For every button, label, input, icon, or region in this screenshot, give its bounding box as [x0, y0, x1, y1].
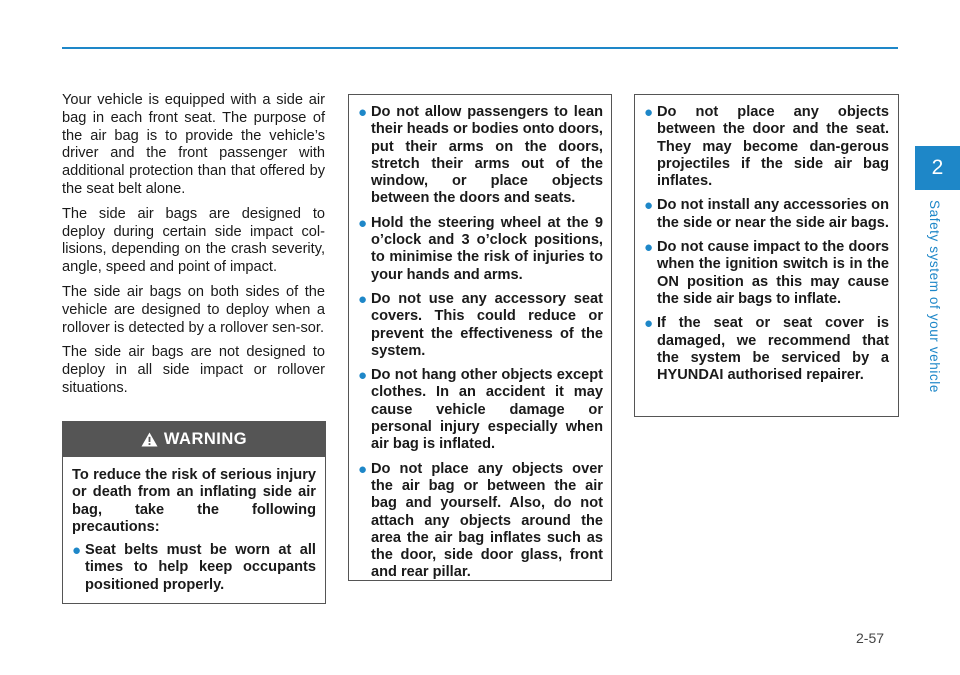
- bullet-icon: ●: [358, 460, 368, 478]
- intro-paragraph: The side air bags are not designed to deploy in all side impact or rollover situations.: [62, 344, 325, 396]
- list-item-text: Do not hang other objects except clothes. In an accident it may cause vehicle damage or personal injury especially when air bag is inflated.: [371, 367, 603, 453]
- bullet-icon: ●: [644, 239, 654, 257]
- warning-header: [63, 422, 325, 457]
- bullet-icon: ●: [358, 214, 368, 232]
- precautions-box-right: [634, 94, 899, 417]
- intro-paragraph: Your vehicle is equipped with a side air bag in each front seat. The purpose of the air bag is to provide the vehicle’s driver and the front passenger with additional protection than that offered by the seat belt alone.: [62, 92, 325, 197]
- intro-text-column: [62, 92, 325, 405]
- list-item-text: Do not install any accessories on the side or near the side air bags.: [657, 197, 889, 231]
- bullet-icon: ●: [644, 315, 654, 333]
- list-item: [644, 197, 889, 232]
- list-item: [358, 215, 603, 284]
- warning-triangle-icon: [141, 432, 158, 447]
- list-item: [358, 104, 603, 208]
- list-item-text: Do not use any accessory seat covers. This could reduce or prevent the effectiveness of the system.: [371, 290, 603, 359]
- list-item: [358, 461, 603, 582]
- list-item: [644, 104, 889, 190]
- intro-paragraph: The side air bags on both sides of the vehicle are designed to deploy when a rollover is detected by a rollover sen-sor.: [62, 283, 325, 336]
- list-item: [72, 542, 316, 594]
- bullet-icon: ●: [72, 542, 82, 560]
- list-item-text: Do not place any objects between the door and the seat. They may become dan-gerous projectiles if the side air bag inflates.: [657, 104, 889, 190]
- list-item-text: Hold the steering wheel at the 9 o’clock and 3 o’clock positions, to minimise the risk of injuries to your hands and arms.: [371, 214, 603, 283]
- list-item-text: Seat belts must be worn at all times to help keep occupants positioned properly.: [85, 542, 316, 593]
- list-item: [358, 291, 603, 360]
- list-item-text: Do not cause impact to the doors when the ignition switch is in the ON position as this may cause the side air bags to inflate.: [657, 239, 889, 307]
- list-item: [644, 239, 889, 308]
- intro-paragraph: The side air bags are designed to deploy during certain side impact col-lisions, depending on the crash severity, angle, speed and point of impact.: [62, 205, 325, 276]
- precautions-list-right: [635, 95, 898, 384]
- list-item-text: If the seat or seat cover is damaged, we recommend that the system be serviced by a HYUNDAI authorised repairer.: [657, 315, 889, 384]
- chapter-title: Safety system of your vehicle: [927, 200, 942, 393]
- chapter-tab[interactable]: 2: [915, 146, 960, 190]
- header-rule: [62, 47, 898, 49]
- list-item: [358, 367, 603, 453]
- bullet-icon: ●: [358, 104, 368, 121]
- precautions-box-middle: [348, 94, 612, 581]
- warning-body: [63, 457, 325, 594]
- list-item-text: Do not allow passengers to lean their heads or bodies onto doors, put their arms on the doors, stretch their arms out of the window, or place objects between the doors and seats.: [371, 104, 603, 207]
- warning-title: WARNING: [163, 430, 248, 448]
- bullet-icon: ●: [358, 367, 368, 385]
- bullet-icon: ●: [644, 197, 654, 215]
- bullet-icon: ●: [358, 290, 368, 308]
- page-number: 2-57: [856, 630, 885, 646]
- warning-bullet-list: [72, 542, 316, 594]
- warning-box: [62, 421, 326, 604]
- list-item: [644, 315, 889, 384]
- warning-lead: To reduce the risk of serious injury or death from an inflating side air bag, take the following precautions:: [72, 467, 316, 535]
- list-item-text: Do not place any objects over the air bag or between the air bag and yourself. Also, do not attach any objects around the area the air bag inflates such as the door, side door glass, front and rear pillar.: [371, 460, 603, 581]
- bullet-icon: ●: [644, 104, 654, 121]
- precautions-list-middle: [349, 95, 611, 582]
